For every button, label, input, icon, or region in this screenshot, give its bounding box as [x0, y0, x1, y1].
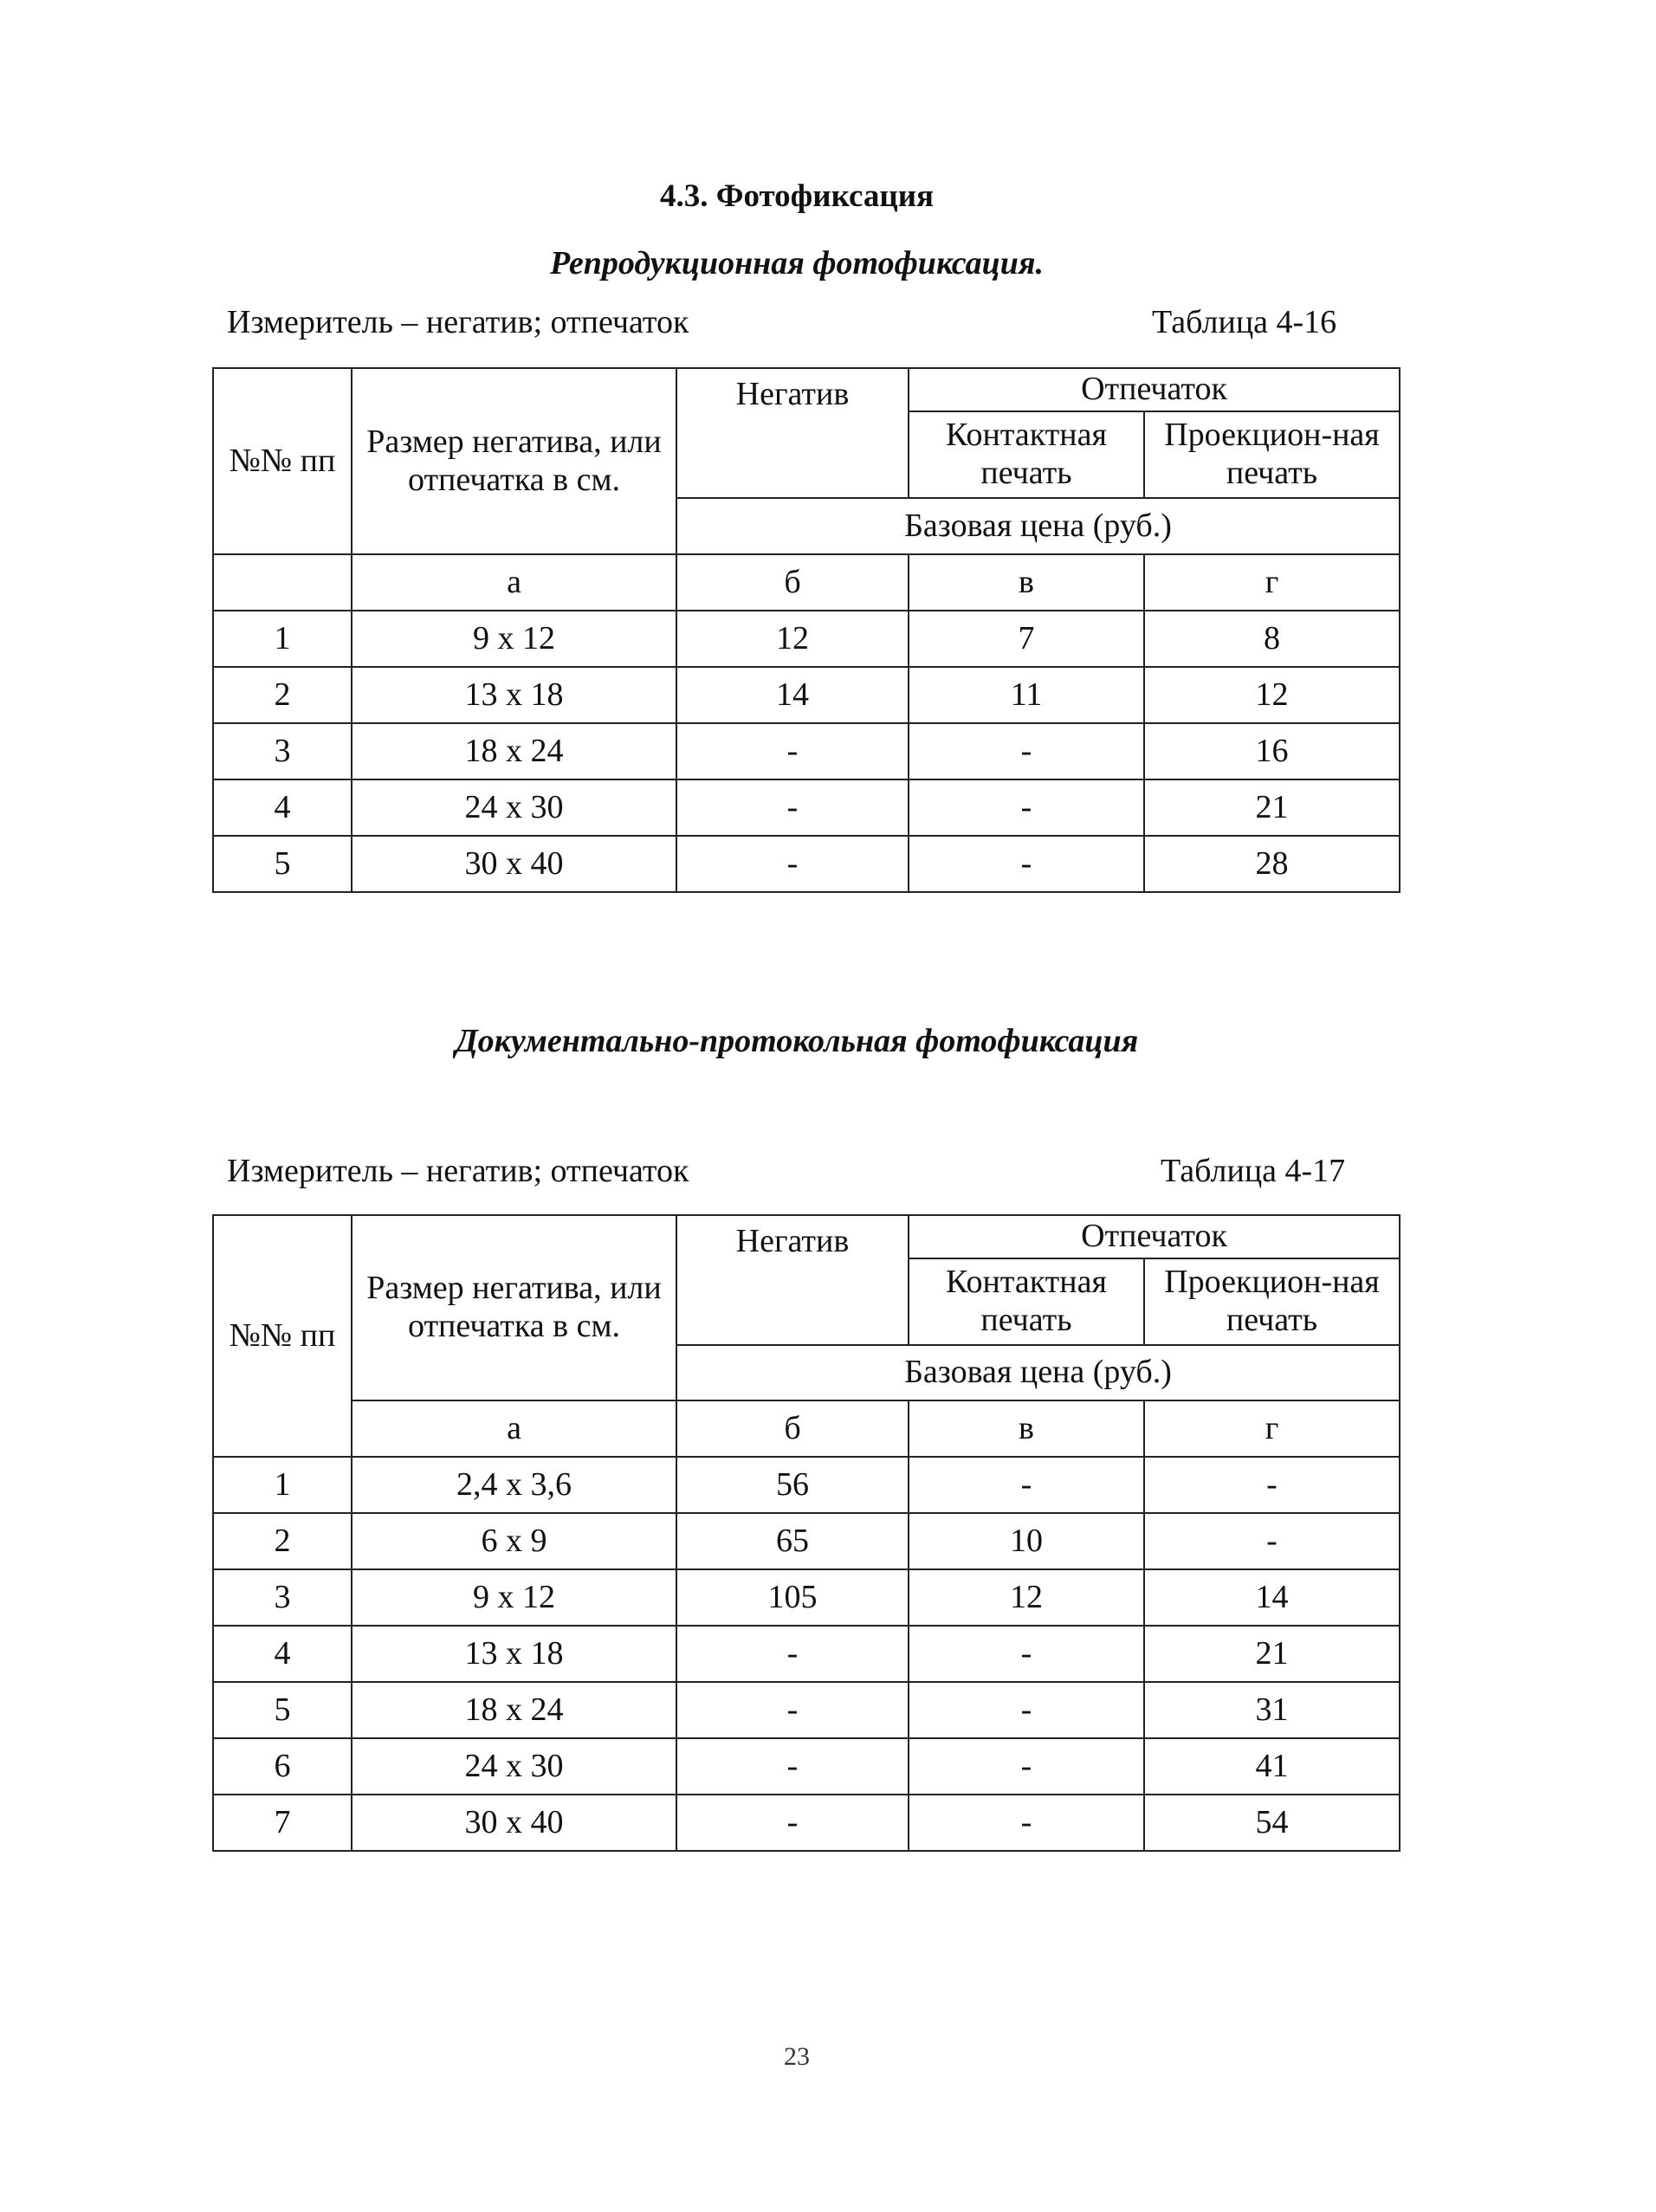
row-contact: 11	[909, 667, 1144, 723]
row-contact: -	[909, 723, 1144, 779]
row-projection: 16	[1144, 723, 1400, 779]
row-projection: 8	[1144, 611, 1400, 667]
header-size: Размер негатива, или отпечатка в см.	[352, 1215, 676, 1400]
table-row	[213, 667, 1400, 723]
row-num: 3	[213, 1569, 352, 1626]
row-negative: 56	[676, 1457, 909, 1513]
row-contact: -	[909, 1457, 1144, 1513]
row-num: 5	[213, 836, 352, 892]
row-projection: 14	[1144, 1569, 1400, 1626]
row-negative: 14	[676, 667, 909, 723]
price-table-4-16	[212, 367, 1400, 893]
row-num: 4	[213, 1626, 352, 1682]
row-num: 1	[213, 1457, 352, 1513]
header-negative: Негатив	[676, 368, 909, 498]
header-num: №№ пп	[213, 1215, 352, 1457]
table-row	[213, 1682, 1400, 1738]
row-num: 2	[213, 1513, 352, 1569]
row-contact: 12	[909, 1569, 1144, 1626]
row-size: 30 x 40	[352, 1795, 676, 1851]
page-number: 23	[784, 2042, 810, 2071]
row-contact: 10	[909, 1513, 1144, 1569]
row-size: 13 x 18	[352, 667, 676, 723]
row-negative: -	[676, 1738, 909, 1795]
table-row	[213, 611, 1400, 667]
row-num: 5	[213, 1682, 352, 1738]
row-negative: -	[676, 779, 909, 836]
row-contact: -	[909, 1626, 1144, 1682]
letter-a: а	[352, 1400, 676, 1457]
header-contact: Контактная печать	[909, 411, 1144, 498]
row-size: 6 x 9	[352, 1513, 676, 1569]
header-num: №№ пп	[213, 368, 352, 554]
row-negative: 105	[676, 1569, 909, 1626]
row-size: 24 x 30	[352, 779, 676, 836]
row-projection: -	[1144, 1513, 1400, 1569]
row-num: 4	[213, 779, 352, 836]
letter-v: в	[909, 1400, 1144, 1457]
row-negative: 12	[676, 611, 909, 667]
row-contact: -	[909, 779, 1144, 836]
table-row	[213, 1457, 1400, 1513]
row-size: 18 x 24	[352, 723, 676, 779]
row-projection: 21	[1144, 779, 1400, 836]
row-projection: 31	[1144, 1682, 1400, 1738]
row-contact: -	[909, 836, 1144, 892]
table-row	[213, 1795, 1400, 1851]
table-row	[213, 723, 1400, 779]
row-size: 2,4 x 3,6	[352, 1457, 676, 1513]
header-print: Отпечаток	[909, 1215, 1400, 1258]
row-size: 9 x 12	[352, 1569, 676, 1626]
header-projection: Проекцион-ная печать	[1144, 411, 1400, 498]
table1-meter: Измеритель – негатив; отпечаток	[227, 304, 689, 340]
row-negative: 65	[676, 1513, 909, 1569]
row-num: 2	[213, 667, 352, 723]
letter-b: б	[676, 1400, 909, 1457]
row-negative: -	[676, 1626, 909, 1682]
row-size: 18 x 24	[352, 1682, 676, 1738]
row-size: 24 x 30	[352, 1738, 676, 1795]
header-base-price: Базовая цена (руб.)	[676, 498, 1400, 554]
letters-row	[213, 554, 1400, 611]
letter-a: а	[352, 554, 676, 611]
row-size: 13 x 18	[352, 1626, 676, 1682]
header-projection: Проекцион-ная печать	[1144, 1258, 1400, 1345]
table-row	[213, 779, 1400, 836]
row-projection: 12	[1144, 667, 1400, 723]
letter-g: г	[1144, 554, 1400, 611]
header-negative: Негатив	[676, 1215, 909, 1345]
table2-meter: Измеритель – негатив; отпечаток	[227, 1153, 689, 1189]
row-projection: -	[1144, 1457, 1400, 1513]
price-table-4-17	[212, 1214, 1400, 1852]
row-contact: -	[909, 1738, 1144, 1795]
row-projection: 54	[1144, 1795, 1400, 1851]
row-contact: 7	[909, 611, 1144, 667]
row-negative: -	[676, 1795, 909, 1851]
row-projection: 21	[1144, 1626, 1400, 1682]
row-size: 30 x 40	[352, 836, 676, 892]
row-num: 3	[213, 723, 352, 779]
row-num: 1	[213, 611, 352, 667]
row-negative: -	[676, 723, 909, 779]
row-num: 6	[213, 1738, 352, 1795]
letter-g: г	[1144, 1400, 1400, 1457]
letter-v: в	[909, 554, 1144, 611]
header-contact: Контактная печать	[909, 1258, 1144, 1345]
letter-b: б	[676, 554, 909, 611]
row-projection: 41	[1144, 1738, 1400, 1795]
table-row	[213, 836, 1400, 892]
table-row	[213, 1513, 1400, 1569]
table1-label: Таблица 4-16	[1152, 304, 1337, 340]
header-print: Отпечаток	[909, 368, 1400, 411]
row-num: 7	[213, 1795, 352, 1851]
row-contact: -	[909, 1795, 1144, 1851]
table-row	[213, 1569, 1400, 1626]
letters-row	[213, 1400, 1400, 1457]
table2-label: Таблица 4-17	[1161, 1153, 1346, 1189]
row-negative: -	[676, 836, 909, 892]
subtitle-reproduction: Репродукционная фотофиксация.	[550, 245, 1044, 281]
row-projection: 28	[1144, 836, 1400, 892]
header-base-price: Базовая цена (руб.)	[676, 1345, 1400, 1400]
header-size: Размер негатива, или отпечатка в см.	[352, 368, 676, 554]
row-negative: -	[676, 1682, 909, 1738]
row-contact: -	[909, 1682, 1144, 1738]
table-row	[213, 1626, 1400, 1682]
subtitle-documentary: Документально-протокольная фотофиксация	[455, 1023, 1139, 1059]
table-row	[213, 1738, 1400, 1795]
row-size: 9 x 12	[352, 611, 676, 667]
section-title: 4.3. Фотофиксация	[659, 178, 935, 214]
